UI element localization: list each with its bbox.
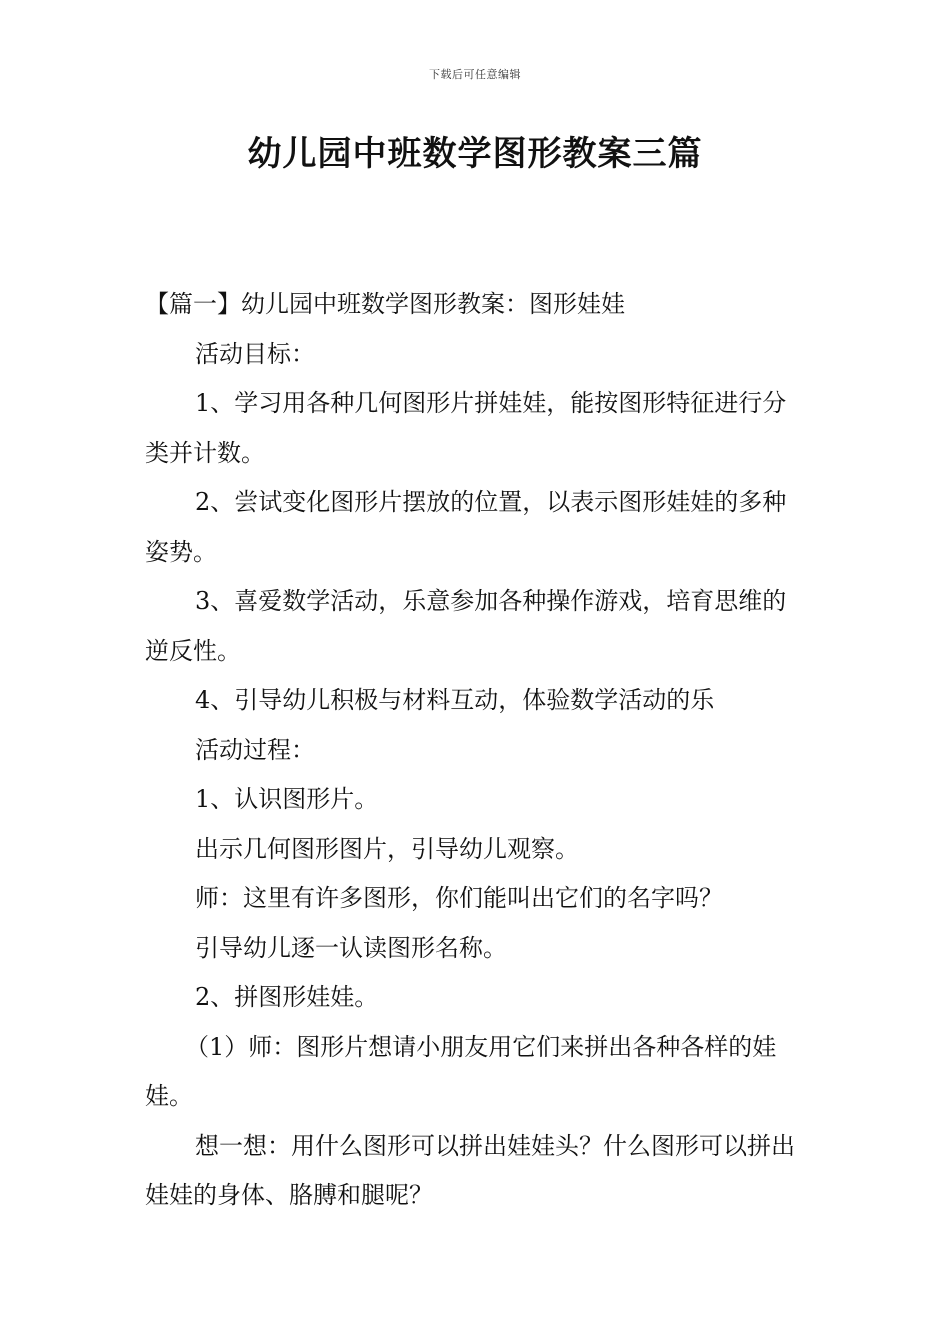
paragraph-objective-2: 2、尝试变化图形片摆放的位置，以表示图形娃娃的多种姿势。 — [145, 488, 787, 566]
paragraph-objective-1: 1、学习用各种几何图形片拼娃娃，能按图形特征进行分类并计数。 — [145, 389, 787, 467]
section-heading: 【篇一】幼儿园中班数学图形教案：图形娃娃 — [145, 290, 625, 318]
page-header-note: 下载后可任意编辑 — [429, 68, 521, 81]
paragraph-objective-4: 4、引导幼儿积极与材料互动，体验数学活动的乐 — [195, 686, 715, 714]
paragraph-step-1-guide: 引导幼儿逐一认读图形名称。 — [195, 933, 507, 962]
paragraph-teacher-question: 师：这里有许多图形，你们能叫出它们的名字吗？ — [195, 884, 723, 912]
paragraph-objective-3: 3、喜爱数学活动，乐意参加各种操作游戏，培育思维的逆反性。 — [145, 587, 787, 665]
paragraph-step-2-1: （1）师：图形片想请小朋友用它们来拼出各种各样的娃娃。 — [145, 1032, 777, 1110]
paragraph-objectives-heading: 活动目标： — [195, 339, 315, 368]
document-body — [145, 280, 810, 1221]
paragraph-think: 想一想：用什么图形可以拼出娃娃头？什么图形可以拼出娃娃的身体、胳膊和腿呢？ — [145, 1131, 795, 1209]
paragraph-step-2: 2、拼图形娃娃。 — [195, 983, 379, 1011]
paragraph-process-heading: 活动过程： — [195, 735, 315, 764]
paragraph-step-1: 1、认识图形片。 — [195, 785, 379, 813]
document-title: 幼儿园中班数学图形教案三篇 — [247, 134, 703, 174]
paragraph-step-1-detail: 出示几何图形图片，引导幼儿观察。 — [195, 834, 579, 863]
